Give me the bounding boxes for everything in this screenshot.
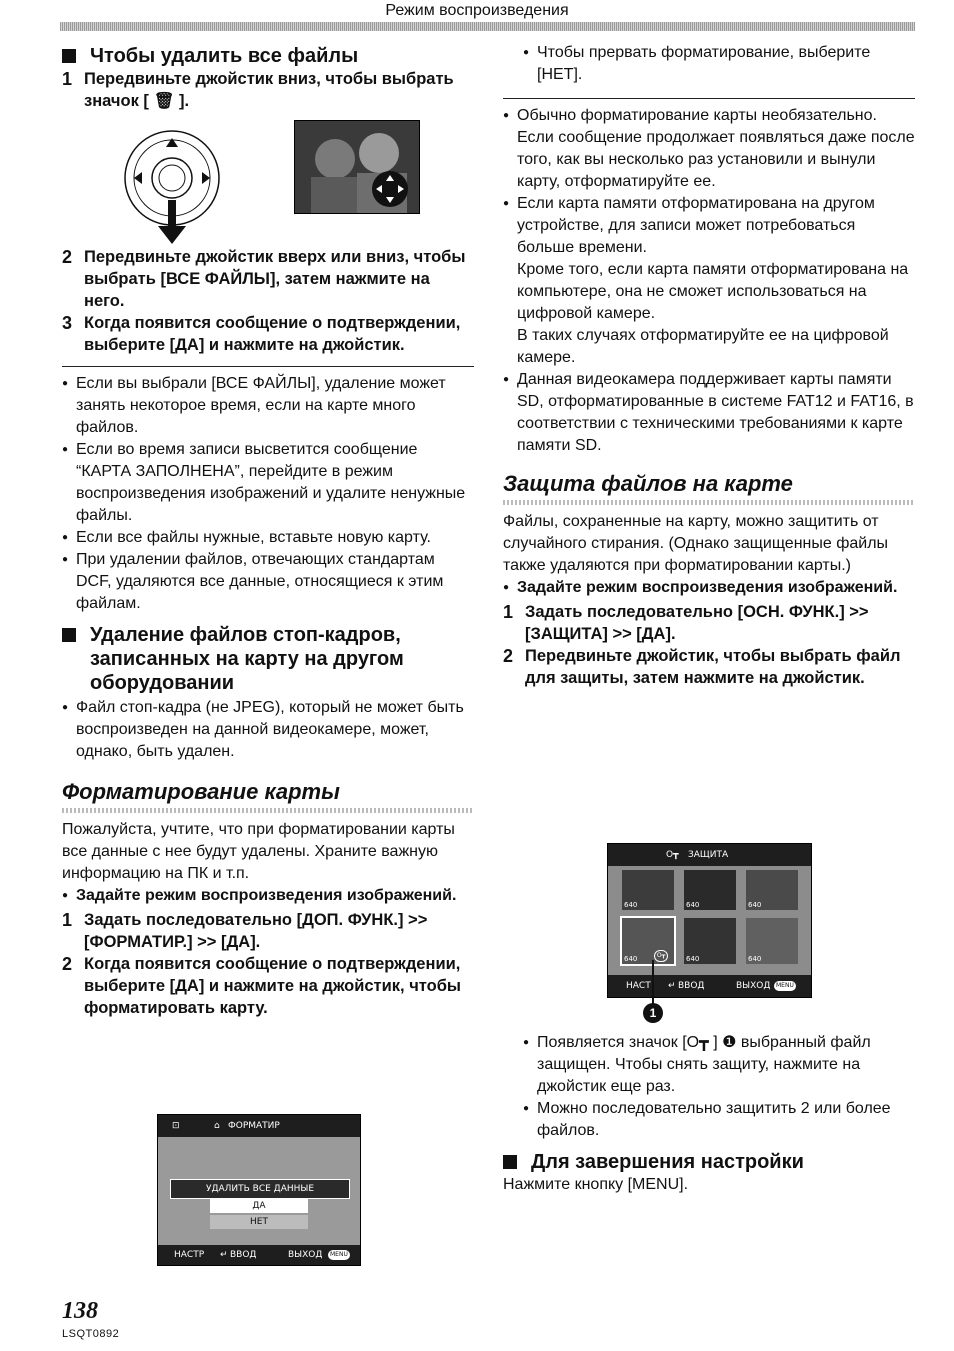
step-3 xyxy=(62,312,474,356)
card-icon: ⊡ xyxy=(172,1121,180,1131)
section-title-format: Форматирование карты xyxy=(62,779,340,804)
thumbnail-size-label: 640 xyxy=(748,901,762,909)
note-bullet: ● Появляется значок [O┳ ] ❶ выбранный файл защищен. Чтобы снять защиту, нажмите на джойстик еще раз. xyxy=(523,1032,915,1098)
step-number: 2 xyxy=(62,247,73,267)
thumbnail[interactable] xyxy=(684,918,736,964)
protect-screen-titlebar xyxy=(608,844,811,866)
callout-marker: 1 xyxy=(643,1003,663,1023)
right-column-lower xyxy=(503,1032,915,1196)
step-text: Передвиньте джойстик, чтобы выбрать файл для защиты, затем нажмите на джойстик. xyxy=(525,647,901,687)
section-title-finish: Для завершения настройки xyxy=(503,1150,915,1174)
format-icon: ⌂ xyxy=(214,1121,220,1131)
menu-badge: MENU xyxy=(330,1251,348,1258)
step-2 xyxy=(62,246,474,312)
note-bullet: ● Файл стоп-кадра (не JPEG), который не может быть воспроизведен на данной видеокамере, может, однако, быть удален. xyxy=(62,697,474,763)
format-intro: Пожалуйста, учтите, что при форматировании карты все данные с нее будут удалены. Храните важную информацию на ПК и т.п. xyxy=(62,821,455,882)
section-title-delete-all: Чтобы удалить все файлы xyxy=(62,44,474,68)
menu-badge: MENU xyxy=(776,982,794,989)
callout-line xyxy=(652,960,654,1006)
step-text: Когда появится сообщение о подтверждении, выберите [ДА] и нажмите на джойстик. xyxy=(84,314,461,354)
divider xyxy=(62,366,474,367)
document-code: LSQT0892 xyxy=(62,1328,120,1340)
thumbnail-size-label: 640 xyxy=(624,901,638,909)
protect-prereq: ● Задайте режим воспроизведения изображений. xyxy=(503,577,915,599)
section-rule xyxy=(62,808,474,813)
footer-exit-label: ВЫХОД xyxy=(288,1250,323,1260)
step-number: 2 xyxy=(62,954,73,974)
camera-lcd-photo xyxy=(294,120,420,214)
format-prompt: УДАЛИТЬ ВСЕ ДАННЫЕ xyxy=(170,1179,350,1199)
page-number: 138 xyxy=(62,1298,98,1324)
footer-enter-label: ВВОД xyxy=(678,981,705,991)
thumbnail[interactable] xyxy=(746,918,798,964)
step-text: Когда появится сообщение о подтверждении, выберите [ДА] и нажмите на джойстик, чтобы форматировать карту. xyxy=(84,955,462,1017)
section-rule xyxy=(503,500,915,505)
note-bullet: ● Обычно форматирование карты необязательно. Если сообщение продолжает появляться даже после того, как вы несколько раз установили и вынули карту, отформатируйте ее. xyxy=(503,105,915,193)
format-screen-titlebar xyxy=(158,1115,360,1137)
format-prereq: ● Задайте режим воспроизведения изображений. xyxy=(62,885,474,907)
protect-intro: Файлы, сохраненные на карту, можно защитить от случайного стирания. (Однако защищенные файлы также удаляются при форматировании карты.) xyxy=(503,513,889,574)
note-bullet: ● Если все файлы нужные, вставьте новую карту. xyxy=(62,527,474,549)
protect-step-2 xyxy=(503,645,915,689)
key-icon: O┳ xyxy=(666,850,679,860)
note-continuation: Кроме того, если карта памяти отформатирована на компьютере, она не сможет использоваться на цифровой камере. xyxy=(517,261,909,322)
enter-arrow-icon: ↵ xyxy=(668,981,676,991)
step-1 xyxy=(62,68,474,112)
protect-screen-footer xyxy=(608,975,811,997)
step-text: Задать последовательно [ОСН. ФУНК.] >> [ЗАЩИТА] >> [ДА]. xyxy=(525,603,869,643)
joystick-illustration xyxy=(62,120,474,248)
note-bullet: ● При удалении файлов, отвечающих стандартам DCF, удаляются все данные, относящиеся к этим файлам. xyxy=(62,549,474,615)
note-bullet: ● Чтобы прервать форматирование, выберите [НЕТ]. xyxy=(523,42,915,86)
step-number: 1 xyxy=(62,910,73,930)
footer-set-label: НАСТР xyxy=(174,1250,205,1260)
step-text: Задать последовательно [ДОП. ФУНК.] >> [ФОРМАТИР.] >> [ДА]. xyxy=(84,911,428,951)
thumbnail-size-label: 640 xyxy=(624,955,638,963)
format-step-2 xyxy=(62,953,474,1019)
format-step-1 xyxy=(62,909,474,953)
thumbnail[interactable] xyxy=(622,870,674,910)
protect-screen xyxy=(607,843,812,998)
enter-arrow-icon: ↵ xyxy=(220,1250,228,1260)
note-bullet: ● Если карта памяти отформатирована на другом устройстве, для записи может потребоваться больше времени. xyxy=(503,193,915,259)
step-number: 1 xyxy=(503,602,514,622)
step-text: Передвиньте джойстик вверх или вниз, чтобы выбрать [ВСЕ ФАЙЛЫ], затем нажмите на него. xyxy=(84,248,466,310)
page-header: Режим воспроизведения xyxy=(385,2,569,19)
format-screen xyxy=(157,1114,361,1266)
format-screen-title: ФОРМАТИР xyxy=(228,1121,280,1131)
section-title-protect: Защита файлов на карте xyxy=(503,471,793,496)
format-option-no[interactable]: НЕТ xyxy=(210,1215,308,1229)
format-screen-footer xyxy=(158,1245,360,1265)
thumbnail-selected[interactable] xyxy=(622,918,674,964)
thumbnail[interactable] xyxy=(684,870,736,910)
thumbnail-size-label: 640 xyxy=(748,955,762,963)
step-number: 1 xyxy=(62,69,73,89)
format-option-yes[interactable]: ДА xyxy=(210,1199,308,1213)
footer-enter-label: ВВОД xyxy=(230,1250,257,1260)
header-band xyxy=(60,22,915,31)
note-bullet: ● Можно последовательно защитить 2 или более файлов. xyxy=(523,1098,915,1142)
divider xyxy=(503,98,915,99)
note-bullet: ● Данная видеокамера поддерживает карты памяти SD, отформатированные в системе FAT12 и FAT16, в соответствии с техническими требованиями к карте памяти SD. xyxy=(503,369,915,457)
thumbnail-size-label: 640 xyxy=(686,901,700,909)
protect-step-1 xyxy=(503,601,915,645)
protect-key-icon: O┳ xyxy=(654,950,668,962)
thumbnail-size-label: 640 xyxy=(686,955,700,963)
note-continuation: В таких случаях отформатируйте ее на цифровой камере. xyxy=(517,327,889,366)
left-column xyxy=(62,40,474,1019)
note-bullet: ● Если вы выбрали [ВСЕ ФАЙЛЫ], удаление может занять некоторое время, если на карте много файлов. xyxy=(62,373,474,439)
step-number: 2 xyxy=(503,646,514,666)
protect-screen-title: ЗАЩИТА xyxy=(688,850,729,860)
section-title-delete-other: Удаление файлов стоп-кадров, записанных на карту на другом оборудовании xyxy=(62,623,474,695)
step-text: Передвиньте джойстик вниз, чтобы выбрать значок [ 🗑 ]. xyxy=(84,70,454,110)
finish-text: Нажмите кнопку [MENU]. xyxy=(503,1176,689,1193)
note-bullet: ● Если во время записи высветится сообщение “КАРТА ЗАПОЛНЕНА”, перейдите в режим воспроизведения изображений и удалите ненужные файлы. xyxy=(62,439,474,527)
footer-set-label: НАСТ xyxy=(626,981,651,991)
step-number: 3 xyxy=(62,313,73,333)
footer-exit-label: ВЫХОД xyxy=(736,981,771,991)
right-column xyxy=(503,40,915,689)
thumbnail[interactable] xyxy=(746,870,798,910)
